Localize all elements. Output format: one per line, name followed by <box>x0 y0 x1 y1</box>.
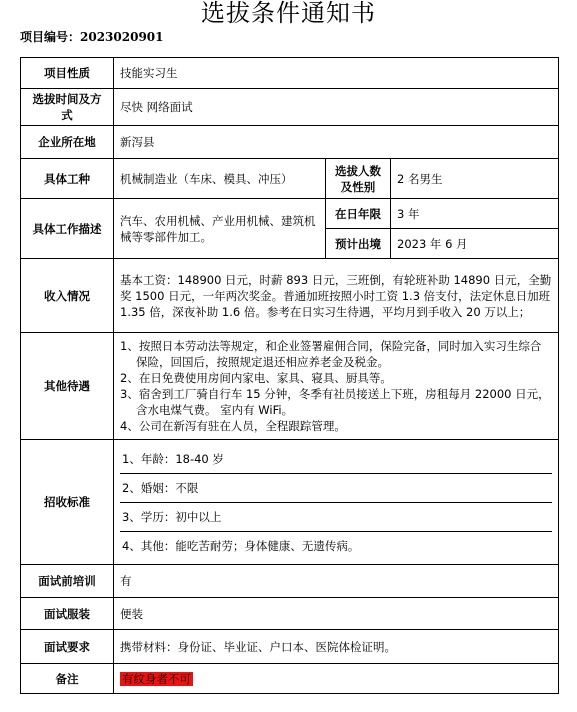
remarks-label: 备注 <box>21 664 114 694</box>
row-requirements <box>21 630 559 664</box>
requirements-label: 面试要求 <box>21 630 114 664</box>
departure-label: 预计出境 <box>326 229 391 259</box>
recruitment-item: 2、婚姻：不限 <box>120 474 552 503</box>
row-project-nature <box>21 58 559 89</box>
years-in-japan-value: 3 年 <box>391 199 559 229</box>
job-type-label: 具体工种 <box>21 159 114 199</box>
remarks-highlight: 有纹身者不可 <box>122 671 191 686</box>
project-nature-label: 项目性质 <box>21 58 114 89</box>
headcount-value: 2 名男生 <box>391 159 559 199</box>
benefit-item: 3、宿舍到工厂骑自行车 15 分钟，冬季有社员接送上下班，房租每月 22000 日元，含水电煤气费。 室内有 WiFi。 <box>120 387 550 417</box>
recruitment-item: 4、其他：能吃苦耐劳；身体健康、无遗传病。 <box>122 538 360 553</box>
years-in-japan-label: 在日年限 <box>326 199 391 229</box>
benefit-item: 2、在日免费使用房间内家电、家具、寝具、厨具等。 <box>120 371 392 385</box>
job-description-value: 汽车、农用机械、产业用机械、建筑机械等零部件加工。 <box>114 199 326 259</box>
project-number: 项目编号：2023020901 <box>20 30 164 44</box>
recruitment-item: 3、学历：初中以上 <box>120 503 552 532</box>
income-text: 基本工资：148900 日元，时薪 893 日元，三班倒，有轮班补助 14890 日元，全勤奖 1500 日元，一年两次奖金。普通加班按照小时工资 1.3 倍支付，法定休息日加班 1.35 倍，深夜补助 1.6 倍。参考在日实习生待遇，平均月到手收入 20 万以上； <box>120 272 552 319</box>
row-job-type <box>21 159 559 199</box>
selection-time-value: 尽快 网络面试 <box>114 89 559 126</box>
conditions-table <box>20 57 559 694</box>
pre-training-label: 面试前培训 <box>21 565 114 598</box>
headcount-label: 选拔人数及性别 <box>326 159 391 199</box>
income-label: 收入情况 <box>21 259 114 333</box>
company-location-label: 企业所在地 <box>21 126 114 159</box>
document-title: 选拔条件通知书 <box>201 0 376 27</box>
dress-label: 面试服装 <box>21 598 114 630</box>
recruitment-list <box>114 440 559 565</box>
job-description-label: 具体工作描述 <box>21 199 114 259</box>
benefit-item: 1、按照日本劳动法等规定，和企业签署雇佣合同，保险完备，同时加入实习生综合保险，回国后，按照规定退还相应养老金及税金。 <box>120 339 542 369</box>
dress-value: 便装 <box>114 598 559 630</box>
job-type-value: 机械制造业（车床、模具、冲压） <box>114 159 326 199</box>
row-selection-time <box>21 89 559 126</box>
benefit-item: 4、公司在新泻有驻在人员，全程跟踪管理。 <box>120 419 346 433</box>
row-dress <box>21 598 559 630</box>
recruitment-item: 1、年龄：18-40 岁 <box>120 445 552 474</box>
project-nature-value: 技能实习生 <box>114 58 559 89</box>
other-benefits-list <box>114 333 559 440</box>
pre-training-value: 有 <box>114 565 559 598</box>
row-pre-training <box>21 565 559 598</box>
income-value <box>114 259 559 333</box>
recruitment-label: 招收标准 <box>21 440 114 565</box>
row-company-location <box>21 126 559 159</box>
remarks-cell <box>114 664 559 694</box>
row-other-benefits <box>21 333 559 440</box>
row-job-description <box>21 199 559 229</box>
row-recruitment <box>21 440 559 565</box>
row-income <box>21 259 559 333</box>
selection-time-label: 选拔时间及方式 <box>21 89 114 126</box>
requirements-value: 携带材料：身份证、毕业证、户口本、医院体检证明。 <box>114 630 559 664</box>
row-remarks <box>21 664 559 694</box>
departure-value: 2023 年 6 月 <box>391 229 559 259</box>
company-location-value: 新泻县 <box>114 126 559 159</box>
other-benefits-label: 其他待遇 <box>21 333 114 440</box>
